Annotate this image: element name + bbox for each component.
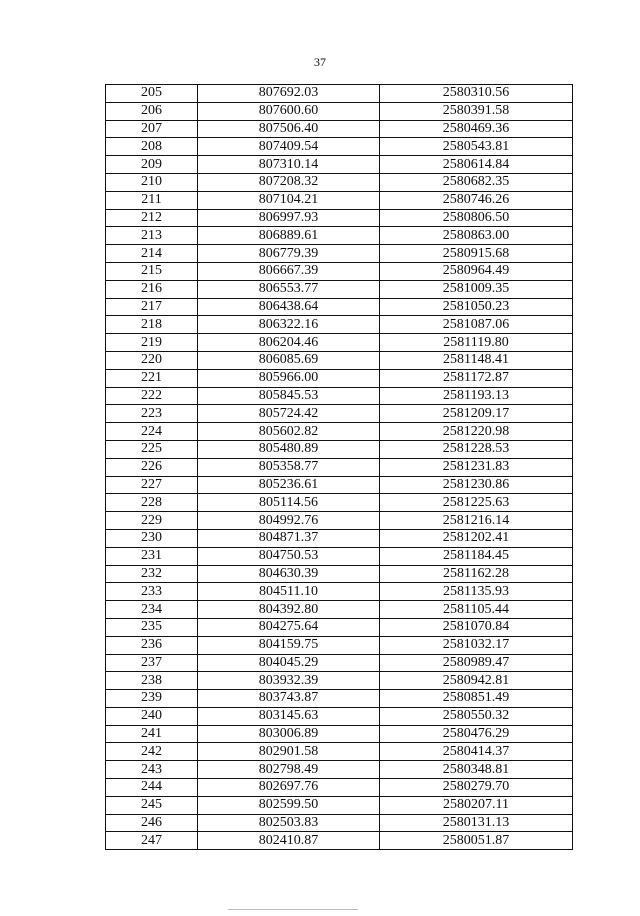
x-coordinate-cell: 806779.39: [198, 245, 380, 263]
y-coordinate-cell: 2581032.17: [380, 636, 573, 654]
table-row: [106, 796, 573, 814]
y-coordinate-cell: 2581162.28: [380, 565, 573, 583]
x-coordinate-cell: 807310.14: [198, 156, 380, 174]
x-coordinate-cell: 807600.60: [198, 102, 380, 120]
y-coordinate-cell: 2581193.13: [380, 387, 573, 405]
point-number-cell: 246: [106, 814, 198, 832]
y-coordinate-cell: 2581225.63: [380, 494, 573, 512]
table-row: [106, 227, 573, 245]
x-coordinate-cell: 802798.49: [198, 761, 380, 779]
x-coordinate-cell: 807104.21: [198, 191, 380, 209]
point-number-cell: 208: [106, 138, 198, 156]
x-coordinate-cell: 806322.16: [198, 316, 380, 334]
point-number-cell: 232: [106, 565, 198, 583]
x-coordinate-cell: 805845.53: [198, 387, 380, 405]
table-row: [106, 512, 573, 530]
table-row: [106, 814, 573, 832]
x-coordinate-cell: 805236.61: [198, 476, 380, 494]
x-coordinate-cell: 807506.40: [198, 120, 380, 138]
y-coordinate-cell: 2581009.35: [380, 280, 573, 298]
y-coordinate-cell: 2580806.50: [380, 209, 573, 227]
point-number-cell: 216: [106, 280, 198, 298]
point-number-cell: 223: [106, 405, 198, 423]
y-coordinate-cell: 2580310.56: [380, 85, 573, 103]
y-coordinate-cell: 2580614.84: [380, 156, 573, 174]
y-coordinate-cell: 2580964.49: [380, 262, 573, 280]
y-coordinate-cell: 2581202.41: [380, 529, 573, 547]
y-coordinate-cell: 2580207.11: [380, 796, 573, 814]
table-row: [106, 743, 573, 761]
table-row: [106, 298, 573, 316]
point-number-cell: 235: [106, 618, 198, 636]
x-coordinate-cell: 806085.69: [198, 351, 380, 369]
x-coordinate-cell: 806553.77: [198, 280, 380, 298]
point-number-cell: 209: [106, 156, 198, 174]
x-coordinate-cell: 804511.10: [198, 583, 380, 601]
x-coordinate-cell: 804992.76: [198, 512, 380, 530]
x-coordinate-cell: 805480.89: [198, 440, 380, 458]
y-coordinate-cell: 2580682.35: [380, 173, 573, 191]
x-coordinate-cell: 806438.64: [198, 298, 380, 316]
x-coordinate-cell: 804392.80: [198, 601, 380, 619]
point-number-cell: 205: [106, 85, 198, 103]
x-coordinate-cell: 803006.89: [198, 725, 380, 743]
x-coordinate-cell: 805966.00: [198, 369, 380, 387]
table-row: [106, 654, 573, 672]
y-coordinate-cell: 2580414.37: [380, 743, 573, 761]
table-row: [106, 423, 573, 441]
point-number-cell: 212: [106, 209, 198, 227]
table-row: [106, 138, 573, 156]
point-number-cell: 218: [106, 316, 198, 334]
point-number-cell: 236: [106, 636, 198, 654]
x-coordinate-cell: 806889.61: [198, 227, 380, 245]
x-coordinate-cell: 803743.87: [198, 690, 380, 708]
table-row: [106, 262, 573, 280]
table-row: [106, 601, 573, 619]
y-coordinate-cell: 2580131.13: [380, 814, 573, 832]
x-coordinate-cell: 806997.93: [198, 209, 380, 227]
y-coordinate-cell: 2581087.06: [380, 316, 573, 334]
point-number-cell: 228: [106, 494, 198, 512]
table-row: [106, 707, 573, 725]
point-number-cell: 237: [106, 654, 198, 672]
point-number-cell: 245: [106, 796, 198, 814]
x-coordinate-cell: 804871.37: [198, 529, 380, 547]
point-number-cell: 240: [106, 707, 198, 725]
y-coordinate-cell: 2581220.98: [380, 423, 573, 441]
coordinates-table-body: [106, 85, 573, 850]
x-coordinate-cell: 805602.82: [198, 423, 380, 441]
y-coordinate-cell: 2580469.36: [380, 120, 573, 138]
point-number-cell: 213: [106, 227, 198, 245]
point-number-cell: 243: [106, 761, 198, 779]
table-row: [106, 334, 573, 352]
table-row: [106, 173, 573, 191]
point-number-cell: 225: [106, 440, 198, 458]
table-row: [106, 583, 573, 601]
table-row: [106, 529, 573, 547]
y-coordinate-cell: 2581070.84: [380, 618, 573, 636]
point-number-cell: 234: [106, 601, 198, 619]
y-coordinate-cell: 2581135.93: [380, 583, 573, 601]
x-coordinate-cell: 806667.39: [198, 262, 380, 280]
table-row: [106, 209, 573, 227]
table-row: [106, 832, 573, 850]
y-coordinate-cell: 2580989.47: [380, 654, 573, 672]
table-row: [106, 280, 573, 298]
x-coordinate-cell: 802599.50: [198, 796, 380, 814]
table-row: [106, 690, 573, 708]
point-number-cell: 226: [106, 458, 198, 476]
x-coordinate-cell: 803145.63: [198, 707, 380, 725]
table-row: [106, 351, 573, 369]
y-coordinate-cell: 2581105.44: [380, 601, 573, 619]
x-coordinate-cell: 805114.56: [198, 494, 380, 512]
x-coordinate-cell: 804630.39: [198, 565, 380, 583]
x-coordinate-cell: 802410.87: [198, 832, 380, 850]
x-coordinate-cell: 804045.29: [198, 654, 380, 672]
point-number-cell: 222: [106, 387, 198, 405]
point-number-cell: 238: [106, 672, 198, 690]
x-coordinate-cell: 805358.77: [198, 458, 380, 476]
y-coordinate-cell: 2581216.14: [380, 512, 573, 530]
x-coordinate-cell: 802901.58: [198, 743, 380, 761]
table-row: [106, 102, 573, 120]
x-coordinate-cell: 804750.53: [198, 547, 380, 565]
y-coordinate-cell: 2580863.00: [380, 227, 573, 245]
table-row: [106, 369, 573, 387]
x-coordinate-cell: 807692.03: [198, 85, 380, 103]
table-row: [106, 565, 573, 583]
table-row: [106, 476, 573, 494]
y-coordinate-cell: 2580476.29: [380, 725, 573, 743]
y-coordinate-cell: 2581119.80: [380, 334, 573, 352]
y-coordinate-cell: 2580279.70: [380, 779, 573, 797]
point-number-cell: 215: [106, 262, 198, 280]
table-row: [106, 120, 573, 138]
point-number-cell: 229: [106, 512, 198, 530]
x-coordinate-cell: 807409.54: [198, 138, 380, 156]
y-coordinate-cell: 2581172.87: [380, 369, 573, 387]
coordinates-table: [105, 84, 573, 850]
table-row: [106, 761, 573, 779]
x-coordinate-cell: 803932.39: [198, 672, 380, 690]
table-row: [106, 156, 573, 174]
point-number-cell: 239: [106, 690, 198, 708]
x-coordinate-cell: 804159.75: [198, 636, 380, 654]
point-number-cell: 242: [106, 743, 198, 761]
point-number-cell: 219: [106, 334, 198, 352]
y-coordinate-cell: 2581184.45: [380, 547, 573, 565]
y-coordinate-cell: 2581230.86: [380, 476, 573, 494]
table-row: [106, 387, 573, 405]
table-row: [106, 672, 573, 690]
table-row: [106, 779, 573, 797]
page-number: 37: [314, 55, 326, 69]
table-row: [106, 494, 573, 512]
y-coordinate-cell: 2581228.53: [380, 440, 573, 458]
x-coordinate-cell: 802503.83: [198, 814, 380, 832]
y-coordinate-cell: 2580746.26: [380, 191, 573, 209]
table-row: [106, 85, 573, 103]
y-coordinate-cell: 2581148.41: [380, 351, 573, 369]
x-coordinate-cell: 805724.42: [198, 405, 380, 423]
table-row: [106, 725, 573, 743]
point-number-cell: 221: [106, 369, 198, 387]
point-number-cell: 220: [106, 351, 198, 369]
x-coordinate-cell: 807208.32: [198, 173, 380, 191]
footer-scan-mark: [228, 909, 358, 910]
table-row: [106, 405, 573, 423]
table-row: [106, 636, 573, 654]
point-number-cell: 210: [106, 173, 198, 191]
point-number-cell: 227: [106, 476, 198, 494]
y-coordinate-cell: 2580851.49: [380, 690, 573, 708]
table-row: [106, 618, 573, 636]
y-coordinate-cell: 2581231.83: [380, 458, 573, 476]
y-coordinate-cell: 2581209.17: [380, 405, 573, 423]
point-number-cell: 233: [106, 583, 198, 601]
point-number-cell: 241: [106, 725, 198, 743]
point-number-cell: 207: [106, 120, 198, 138]
y-coordinate-cell: 2580550.32: [380, 707, 573, 725]
point-number-cell: 224: [106, 423, 198, 441]
point-number-cell: 211: [106, 191, 198, 209]
table-row: [106, 458, 573, 476]
point-number-cell: 217: [106, 298, 198, 316]
table-row: [106, 440, 573, 458]
y-coordinate-cell: 2580543.81: [380, 138, 573, 156]
point-number-cell: 231: [106, 547, 198, 565]
table-row: [106, 316, 573, 334]
point-number-cell: 206: [106, 102, 198, 120]
point-number-cell: 247: [106, 832, 198, 850]
table-row: [106, 191, 573, 209]
y-coordinate-cell: 2580942.81: [380, 672, 573, 690]
point-number-cell: 244: [106, 779, 198, 797]
point-number-cell: 214: [106, 245, 198, 263]
table-row: [106, 547, 573, 565]
table-row: [106, 245, 573, 263]
y-coordinate-cell: 2580348.81: [380, 761, 573, 779]
y-coordinate-cell: 2581050.23: [380, 298, 573, 316]
y-coordinate-cell: 2580915.68: [380, 245, 573, 263]
y-coordinate-cell: 2580051.87: [380, 832, 573, 850]
x-coordinate-cell: 804275.64: [198, 618, 380, 636]
x-coordinate-cell: 806204.46: [198, 334, 380, 352]
point-number-cell: 230: [106, 529, 198, 547]
x-coordinate-cell: 802697.76: [198, 779, 380, 797]
y-coordinate-cell: 2580391.58: [380, 102, 573, 120]
